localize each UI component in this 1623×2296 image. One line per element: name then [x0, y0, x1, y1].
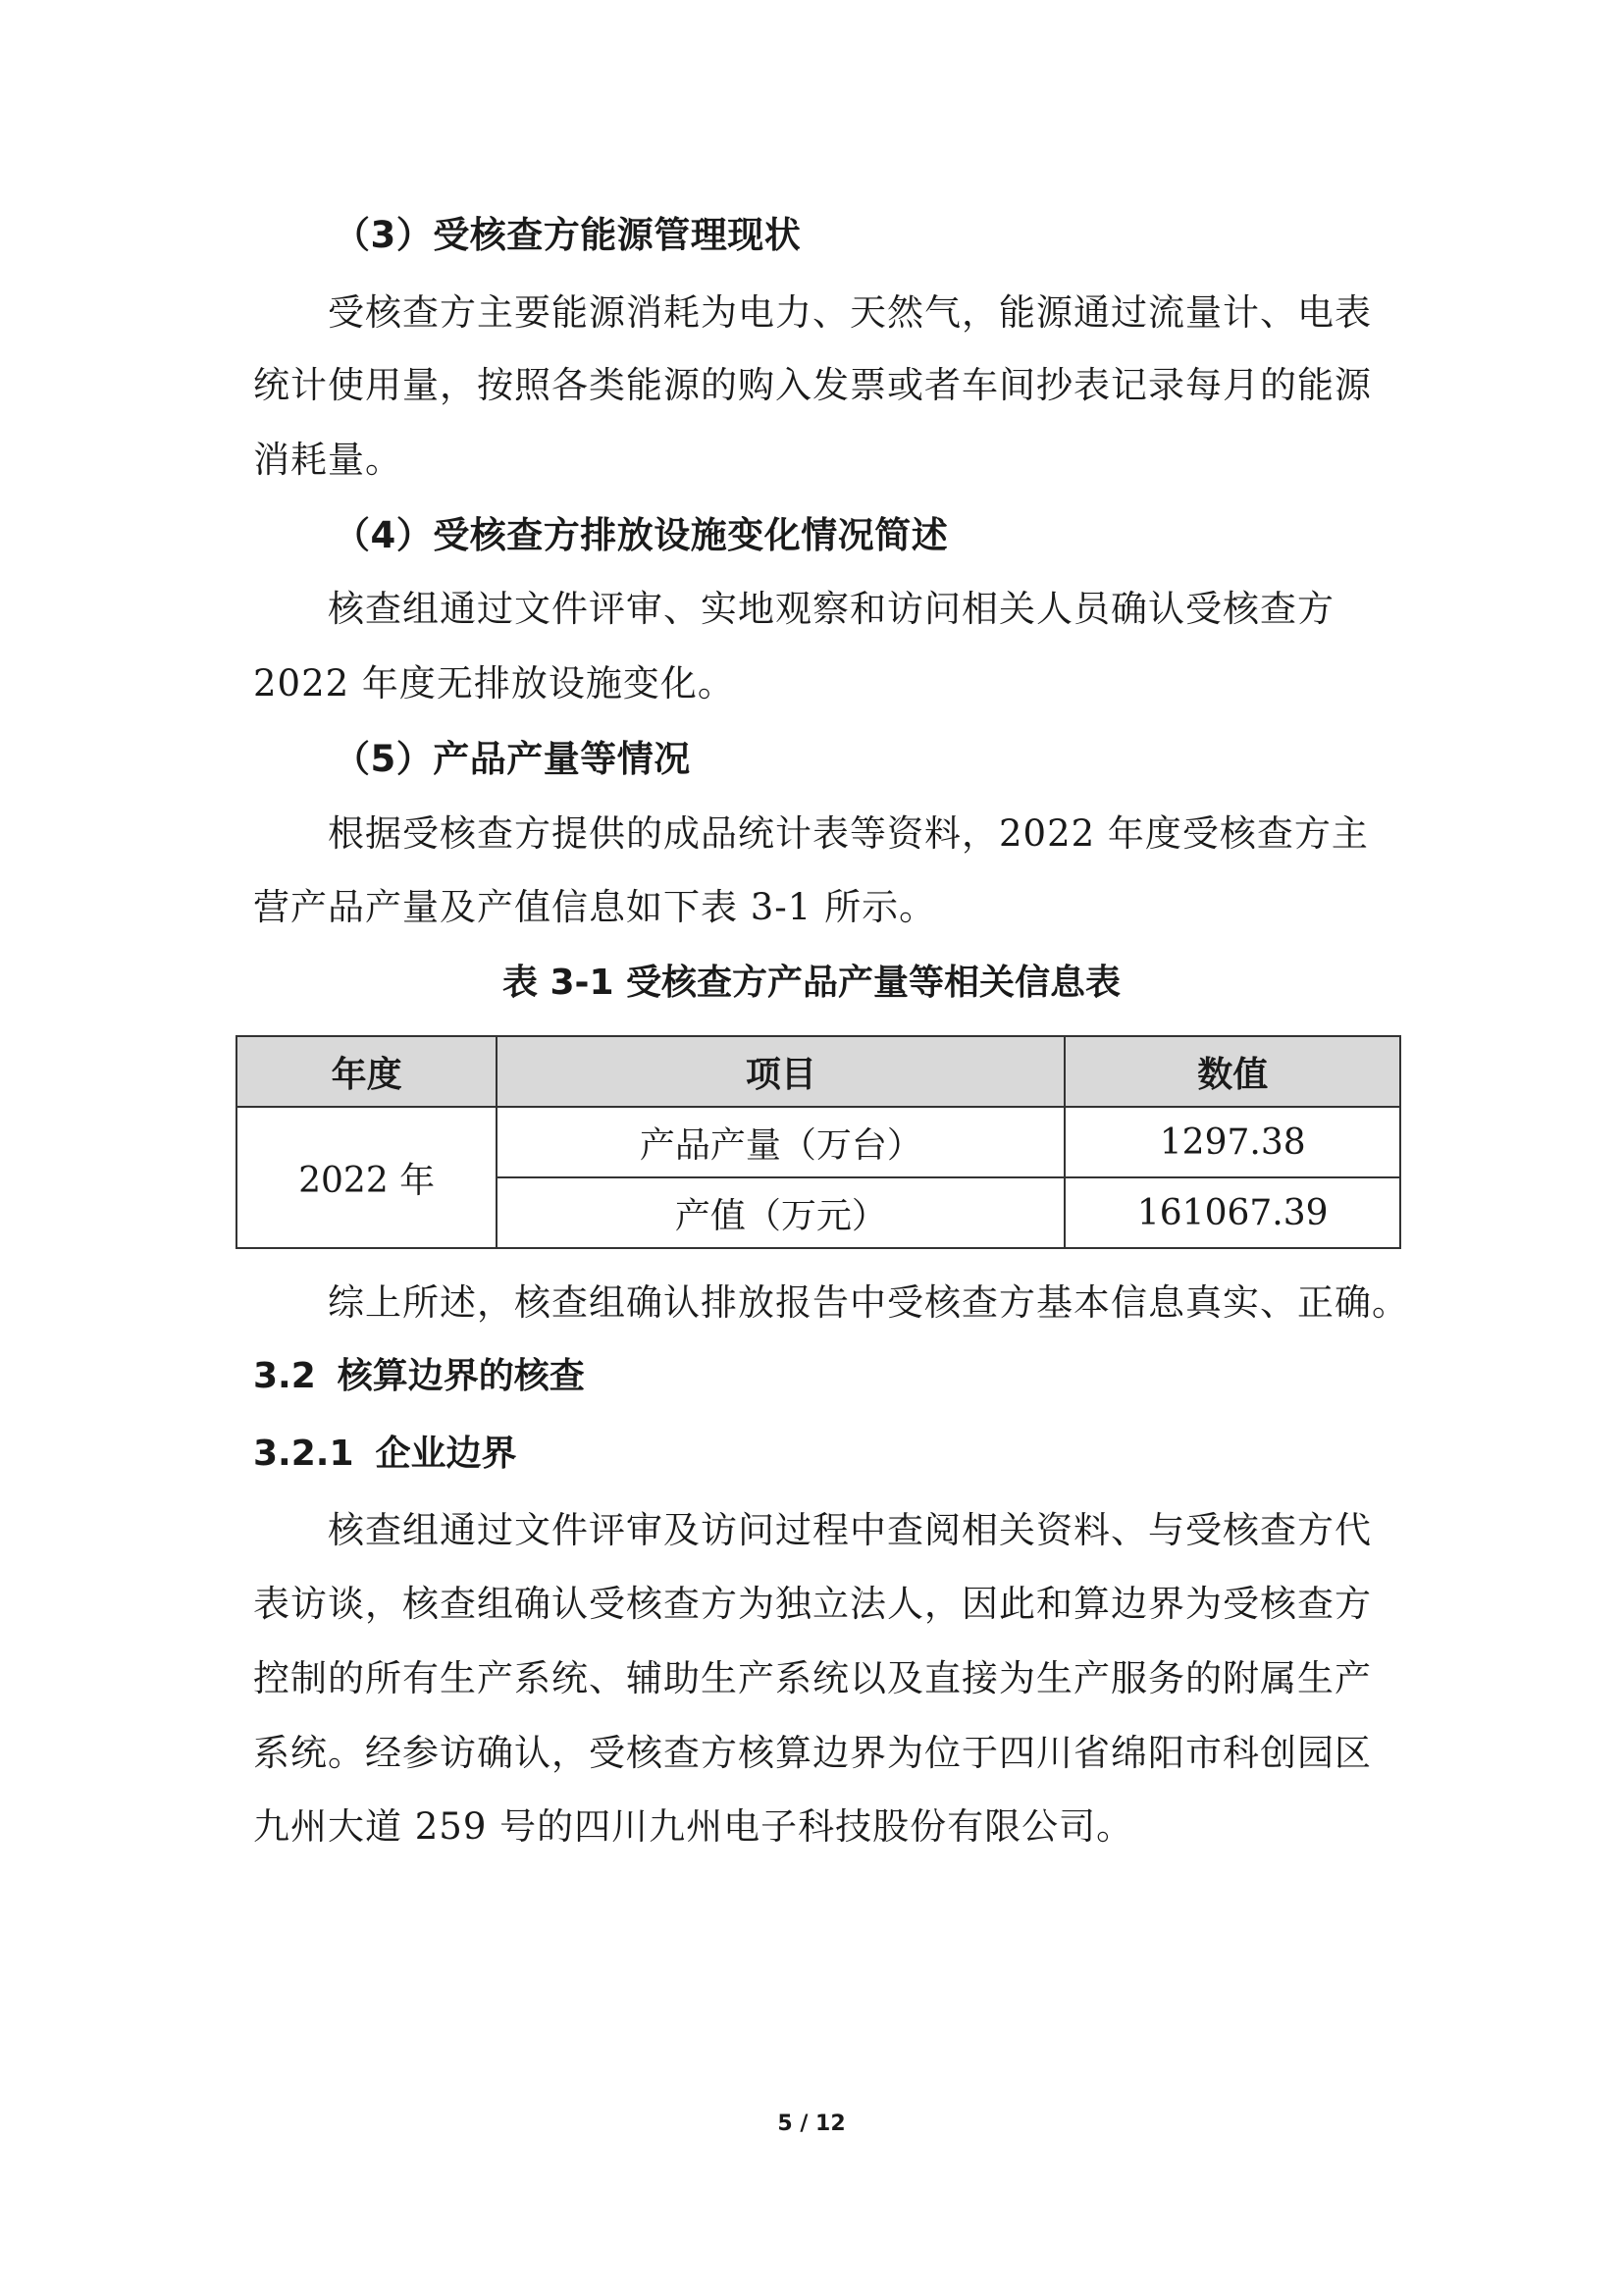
- paragraph-line: 九州大道 259 号的四川九州电子科技股份有限公司。: [253, 1805, 1134, 1848]
- header-year: 年度: [236, 1036, 497, 1107]
- item-cell: 产品产量（万台）: [497, 1107, 1065, 1177]
- page-number: 5 / 12: [777, 2112, 846, 2136]
- paragraph-line: 系统。经参访确认，受核查方核算边界为位于四川省绵阳市科创园区: [253, 1732, 1372, 1774]
- section-3-2-heading: [253, 1355, 585, 1398]
- paragraph-line: 控制的所有生产系统、辅助生产系统以及直接为生产服务的附属生产: [253, 1657, 1372, 1699]
- paragraph-line: 表访谈，核查组确认受核查方为独立法人，因此和算边界为受核查方: [253, 1583, 1372, 1625]
- value-cell: 1297.38: [1065, 1107, 1400, 1177]
- summary-line: 综上所述，核查组确认排放报告中受核查方基本信息真实、正确。: [328, 1281, 1409, 1324]
- header-item: 项目: [497, 1036, 1065, 1107]
- header-value: 数值: [1065, 1036, 1400, 1107]
- section-title: 企业边界: [375, 1434, 517, 1474]
- paragraph-line: 2022 年度无排放设施变化。: [253, 662, 735, 704]
- table-caption: 表 3-1 受核查方产品产量等相关信息表: [501, 963, 1122, 1003]
- table-header-row: [236, 1036, 1400, 1107]
- section-3-2-1-heading: [253, 1433, 517, 1476]
- product-output-table: [236, 1035, 1401, 1249]
- item-cell: 产值（万元）: [497, 1177, 1065, 1248]
- section-5-heading: （5）产品产量等情况: [334, 738, 691, 780]
- paragraph-line: 核查组通过文件评审、实地观察和访问相关人员确认受核查方: [328, 588, 1335, 630]
- year-cell: 2022 年: [236, 1107, 497, 1248]
- section-title: 核算边界的核查: [337, 1356, 585, 1396]
- paragraph-line: 核查组通过文件评审及访问过程中查阅相关资料、与受核查方代: [328, 1509, 1372, 1551]
- paragraph-line: 消耗量。: [253, 439, 402, 481]
- table-row: [236, 1107, 1400, 1177]
- paragraph-line: 营产品产量及产值信息如下表 3-1 所示。: [253, 886, 937, 928]
- paragraph-line: 受核查方主要能源消耗为电力、天然气，能源通过流量计、电表: [328, 291, 1372, 334]
- paragraph-line: 根据受核查方提供的成品统计表等资料，2022 年度受核查方主: [328, 812, 1369, 855]
- section-number: 3.2.1: [253, 1434, 354, 1474]
- paragraph-line: 统计使用量，按照各类能源的购入发票或者车间抄表记录每月的能源: [253, 364, 1372, 406]
- section-3-heading: （3）受核查方能源管理现状: [334, 214, 802, 256]
- section-4-heading: （4）受核查方排放设施变化情况简述: [334, 514, 949, 556]
- section-number: 3.2: [253, 1356, 316, 1396]
- value-cell: 161067.39: [1065, 1177, 1400, 1248]
